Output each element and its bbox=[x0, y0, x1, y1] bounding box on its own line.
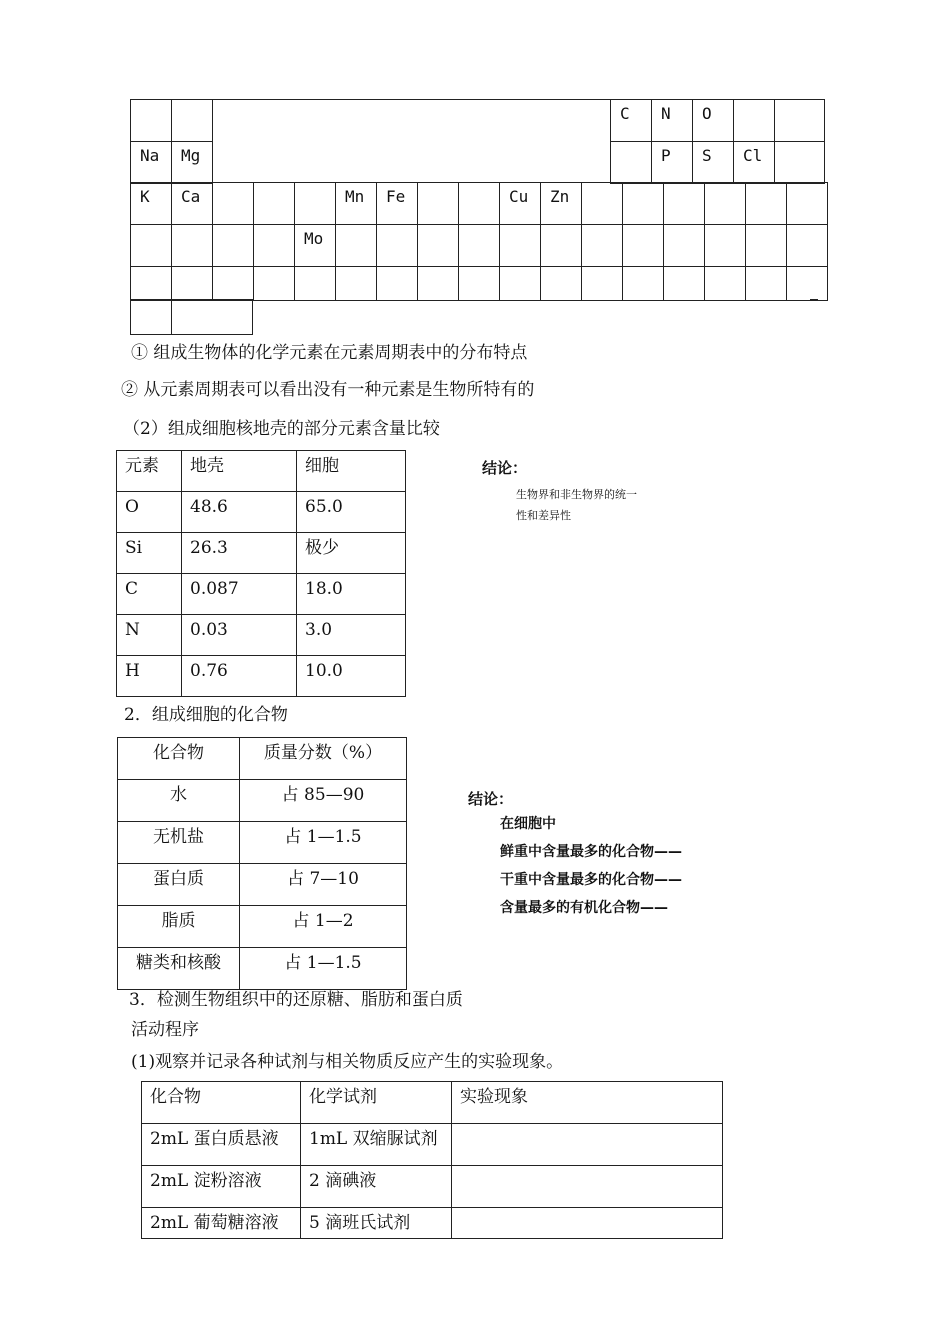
periodic-right-block bbox=[610, 99, 825, 184]
conclusion2-line3: 干重中含量最多的化合物—— bbox=[500, 872, 682, 888]
point-3: （2）组成细胞核地壳的部分元素含量比较 bbox=[123, 419, 440, 439]
experiment-table bbox=[141, 1081, 723, 1239]
pt-cell bbox=[664, 225, 705, 267]
pt-cell bbox=[131, 225, 172, 267]
table-cell bbox=[452, 1208, 723, 1239]
pt-cell bbox=[705, 267, 746, 301]
pt-cell bbox=[131, 267, 172, 301]
pt-cell bbox=[418, 183, 459, 225]
table-cell: 水 bbox=[118, 780, 240, 822]
table-header: 地壳 bbox=[182, 451, 297, 492]
periodic-table bbox=[0, 0, 950, 340]
pt-cell-p: P bbox=[652, 142, 693, 184]
pt-cell-na: Na bbox=[131, 142, 172, 184]
pt-cell bbox=[705, 225, 746, 267]
pt-cell-mo: Mo bbox=[295, 225, 336, 267]
table-row bbox=[118, 948, 407, 990]
table-cell: 占 1—2 bbox=[240, 906, 407, 948]
table-cell: 5 滴班氏试剂 bbox=[301, 1208, 452, 1239]
pt-cell bbox=[172, 300, 253, 335]
pt-cell bbox=[541, 225, 582, 267]
table-cell: 2 滴碘液 bbox=[301, 1166, 452, 1208]
pt-cell bbox=[254, 183, 295, 225]
compound-table bbox=[117, 737, 407, 990]
pt-cell bbox=[582, 225, 623, 267]
table-cell: 占 7—10 bbox=[240, 864, 407, 906]
pt-cell bbox=[131, 100, 172, 142]
table-cell: 2mL 淀粉溶液 bbox=[142, 1166, 301, 1208]
table-header: 化学试剂 bbox=[301, 1082, 452, 1124]
table-cell: 26.3 bbox=[182, 533, 297, 574]
table-cell: H bbox=[117, 656, 182, 697]
pt-cell-n: N bbox=[652, 100, 693, 142]
pt-cell bbox=[377, 225, 418, 267]
pt-cell bbox=[734, 100, 775, 142]
table-cell: 0.03 bbox=[182, 615, 297, 656]
pt-cell bbox=[459, 267, 500, 301]
pt-cell bbox=[787, 183, 828, 225]
table-cell: 占 1—1.5 bbox=[240, 822, 407, 864]
pt-cell bbox=[172, 100, 213, 142]
table-row bbox=[117, 615, 406, 656]
pt-cell bbox=[377, 267, 418, 301]
pt-cell bbox=[418, 225, 459, 267]
table-row bbox=[142, 1124, 723, 1166]
pt-cell bbox=[787, 225, 828, 267]
table-cell: 0.76 bbox=[182, 656, 297, 697]
periodic-main-block bbox=[130, 182, 828, 301]
conclusion1-line1: 生物界和非生物界的统一 bbox=[516, 488, 637, 501]
pt-cell-zn: Zn bbox=[541, 183, 582, 225]
table-header: 化合物 bbox=[142, 1082, 301, 1124]
table-row bbox=[142, 1208, 723, 1239]
table-cell bbox=[452, 1124, 723, 1166]
table-cell: 占 1—1.5 bbox=[240, 948, 407, 990]
table-cell: 1mL 双缩脲试剂 bbox=[301, 1124, 452, 1166]
table-header: 质量分数（%） bbox=[240, 738, 407, 780]
pt-cell bbox=[746, 225, 787, 267]
pt-cell bbox=[500, 267, 541, 301]
table-cell: 10.0 bbox=[297, 656, 406, 697]
table-cell: 48.6 bbox=[182, 492, 297, 533]
pt-cell bbox=[172, 267, 213, 301]
table-cell: O bbox=[117, 492, 182, 533]
pt-cell bbox=[582, 183, 623, 225]
point-2: ② 从元素周期表可以看出没有一种元素是生物所特有的 bbox=[121, 380, 535, 400]
pt-cell-cu: Cu bbox=[500, 183, 541, 225]
table-cell: 0.087 bbox=[182, 574, 297, 615]
pt-bottom-line bbox=[810, 299, 818, 300]
pt-cell-c: C bbox=[611, 100, 652, 142]
pt-cell bbox=[746, 267, 787, 301]
pt-cell-mn: Mn bbox=[336, 183, 377, 225]
pt-cell-k: K bbox=[131, 183, 172, 225]
pt-cell bbox=[664, 183, 705, 225]
table-cell: Si bbox=[117, 533, 182, 574]
pt-cell bbox=[213, 183, 254, 225]
section3-sub: 活动程序 bbox=[131, 1020, 199, 1040]
conclusion1-line2: 性和差异性 bbox=[516, 509, 571, 522]
table-cell: 3.0 bbox=[297, 615, 406, 656]
pt-cell bbox=[664, 267, 705, 301]
pt-cell bbox=[705, 183, 746, 225]
table-row bbox=[118, 906, 407, 948]
pt-cell bbox=[295, 267, 336, 301]
table-row bbox=[117, 533, 406, 574]
table-row bbox=[117, 492, 406, 533]
pt-cell bbox=[418, 267, 459, 301]
table-row bbox=[118, 780, 407, 822]
table-header: 元素 bbox=[117, 451, 182, 492]
periodic-bottom-block bbox=[130, 299, 253, 335]
pt-cell bbox=[623, 267, 664, 301]
pt-cell bbox=[295, 183, 336, 225]
pt-cell bbox=[623, 225, 664, 267]
pt-cell bbox=[541, 267, 582, 301]
pt-cell-mg: Mg bbox=[172, 142, 213, 184]
pt-cell bbox=[254, 267, 295, 301]
table-cell: 65.0 bbox=[297, 492, 406, 533]
pt-cell bbox=[131, 300, 172, 335]
pt-cell bbox=[775, 100, 825, 142]
pt-cell bbox=[775, 142, 825, 184]
pt-cell bbox=[254, 225, 295, 267]
conclusion2-line2: 鲜重中含量最多的化合物—— bbox=[500, 844, 682, 860]
conclusion2-body bbox=[500, 810, 760, 916]
section2-title: 2．组成细胞的化合物 bbox=[124, 705, 288, 725]
point-1: ① 组成生物体的化学元素在元素周期表中的分布特点 bbox=[131, 343, 528, 363]
periodic-left-block bbox=[130, 99, 213, 184]
table-cell: 18.0 bbox=[297, 574, 406, 615]
pt-cell-fe: Fe bbox=[377, 183, 418, 225]
table-row bbox=[117, 574, 406, 615]
table-cell: 2mL 葡萄糖溶液 bbox=[142, 1208, 301, 1239]
pt-cell bbox=[213, 225, 254, 267]
table-cell: 脂质 bbox=[118, 906, 240, 948]
table-cell: 极少 bbox=[297, 533, 406, 574]
table-cell bbox=[452, 1166, 723, 1208]
pt-cell bbox=[746, 183, 787, 225]
conclusion2-title: 结论： bbox=[468, 790, 514, 808]
pt-cell bbox=[582, 267, 623, 301]
table-cell: 2mL 蛋白质悬液 bbox=[142, 1124, 301, 1166]
pt-cell bbox=[623, 183, 664, 225]
table-cell: C bbox=[117, 574, 182, 615]
table-cell: 占 85—90 bbox=[240, 780, 407, 822]
pt-gap-border bbox=[210, 99, 611, 183]
table-row bbox=[118, 822, 407, 864]
pt-cell bbox=[459, 225, 500, 267]
pt-cell-ca: Ca bbox=[172, 183, 213, 225]
conclusion1-title: 结论： bbox=[482, 459, 528, 477]
table-header: 实验现象 bbox=[452, 1082, 723, 1124]
pt-cell-s: S bbox=[693, 142, 734, 184]
conclusion2-line1: 在细胞中 bbox=[500, 816, 556, 832]
pt-cell bbox=[336, 225, 377, 267]
pt-cell bbox=[172, 225, 213, 267]
table-header: 化合物 bbox=[118, 738, 240, 780]
table-header: 细胞 bbox=[297, 451, 406, 492]
table-row bbox=[142, 1166, 723, 1208]
pt-cell bbox=[336, 267, 377, 301]
pt-cell bbox=[787, 267, 828, 301]
pt-cell-o: O bbox=[693, 100, 734, 142]
table-row bbox=[118, 864, 407, 906]
pt-cell bbox=[500, 225, 541, 267]
section3-title: 3．检测生物组织中的还原糖、脂肪和蛋白质 bbox=[129, 990, 463, 1010]
table-cell: 蛋白质 bbox=[118, 864, 240, 906]
pt-cell-cl: Cl bbox=[734, 142, 775, 184]
pt-cell bbox=[213, 267, 254, 301]
pt-cell bbox=[611, 142, 652, 184]
section3-step1: (1)观察并记录各种试剂与相关物质反应产生的实验现象。 bbox=[131, 1052, 564, 1072]
table-cell: 糖类和核酸 bbox=[118, 948, 240, 990]
table-row bbox=[117, 656, 406, 697]
element-table bbox=[116, 450, 406, 697]
table-cell: 无机盐 bbox=[118, 822, 240, 864]
pt-cell bbox=[459, 183, 500, 225]
table-cell: N bbox=[117, 615, 182, 656]
conclusion2-line4: 含量最多的有机化合物—— bbox=[500, 900, 668, 916]
